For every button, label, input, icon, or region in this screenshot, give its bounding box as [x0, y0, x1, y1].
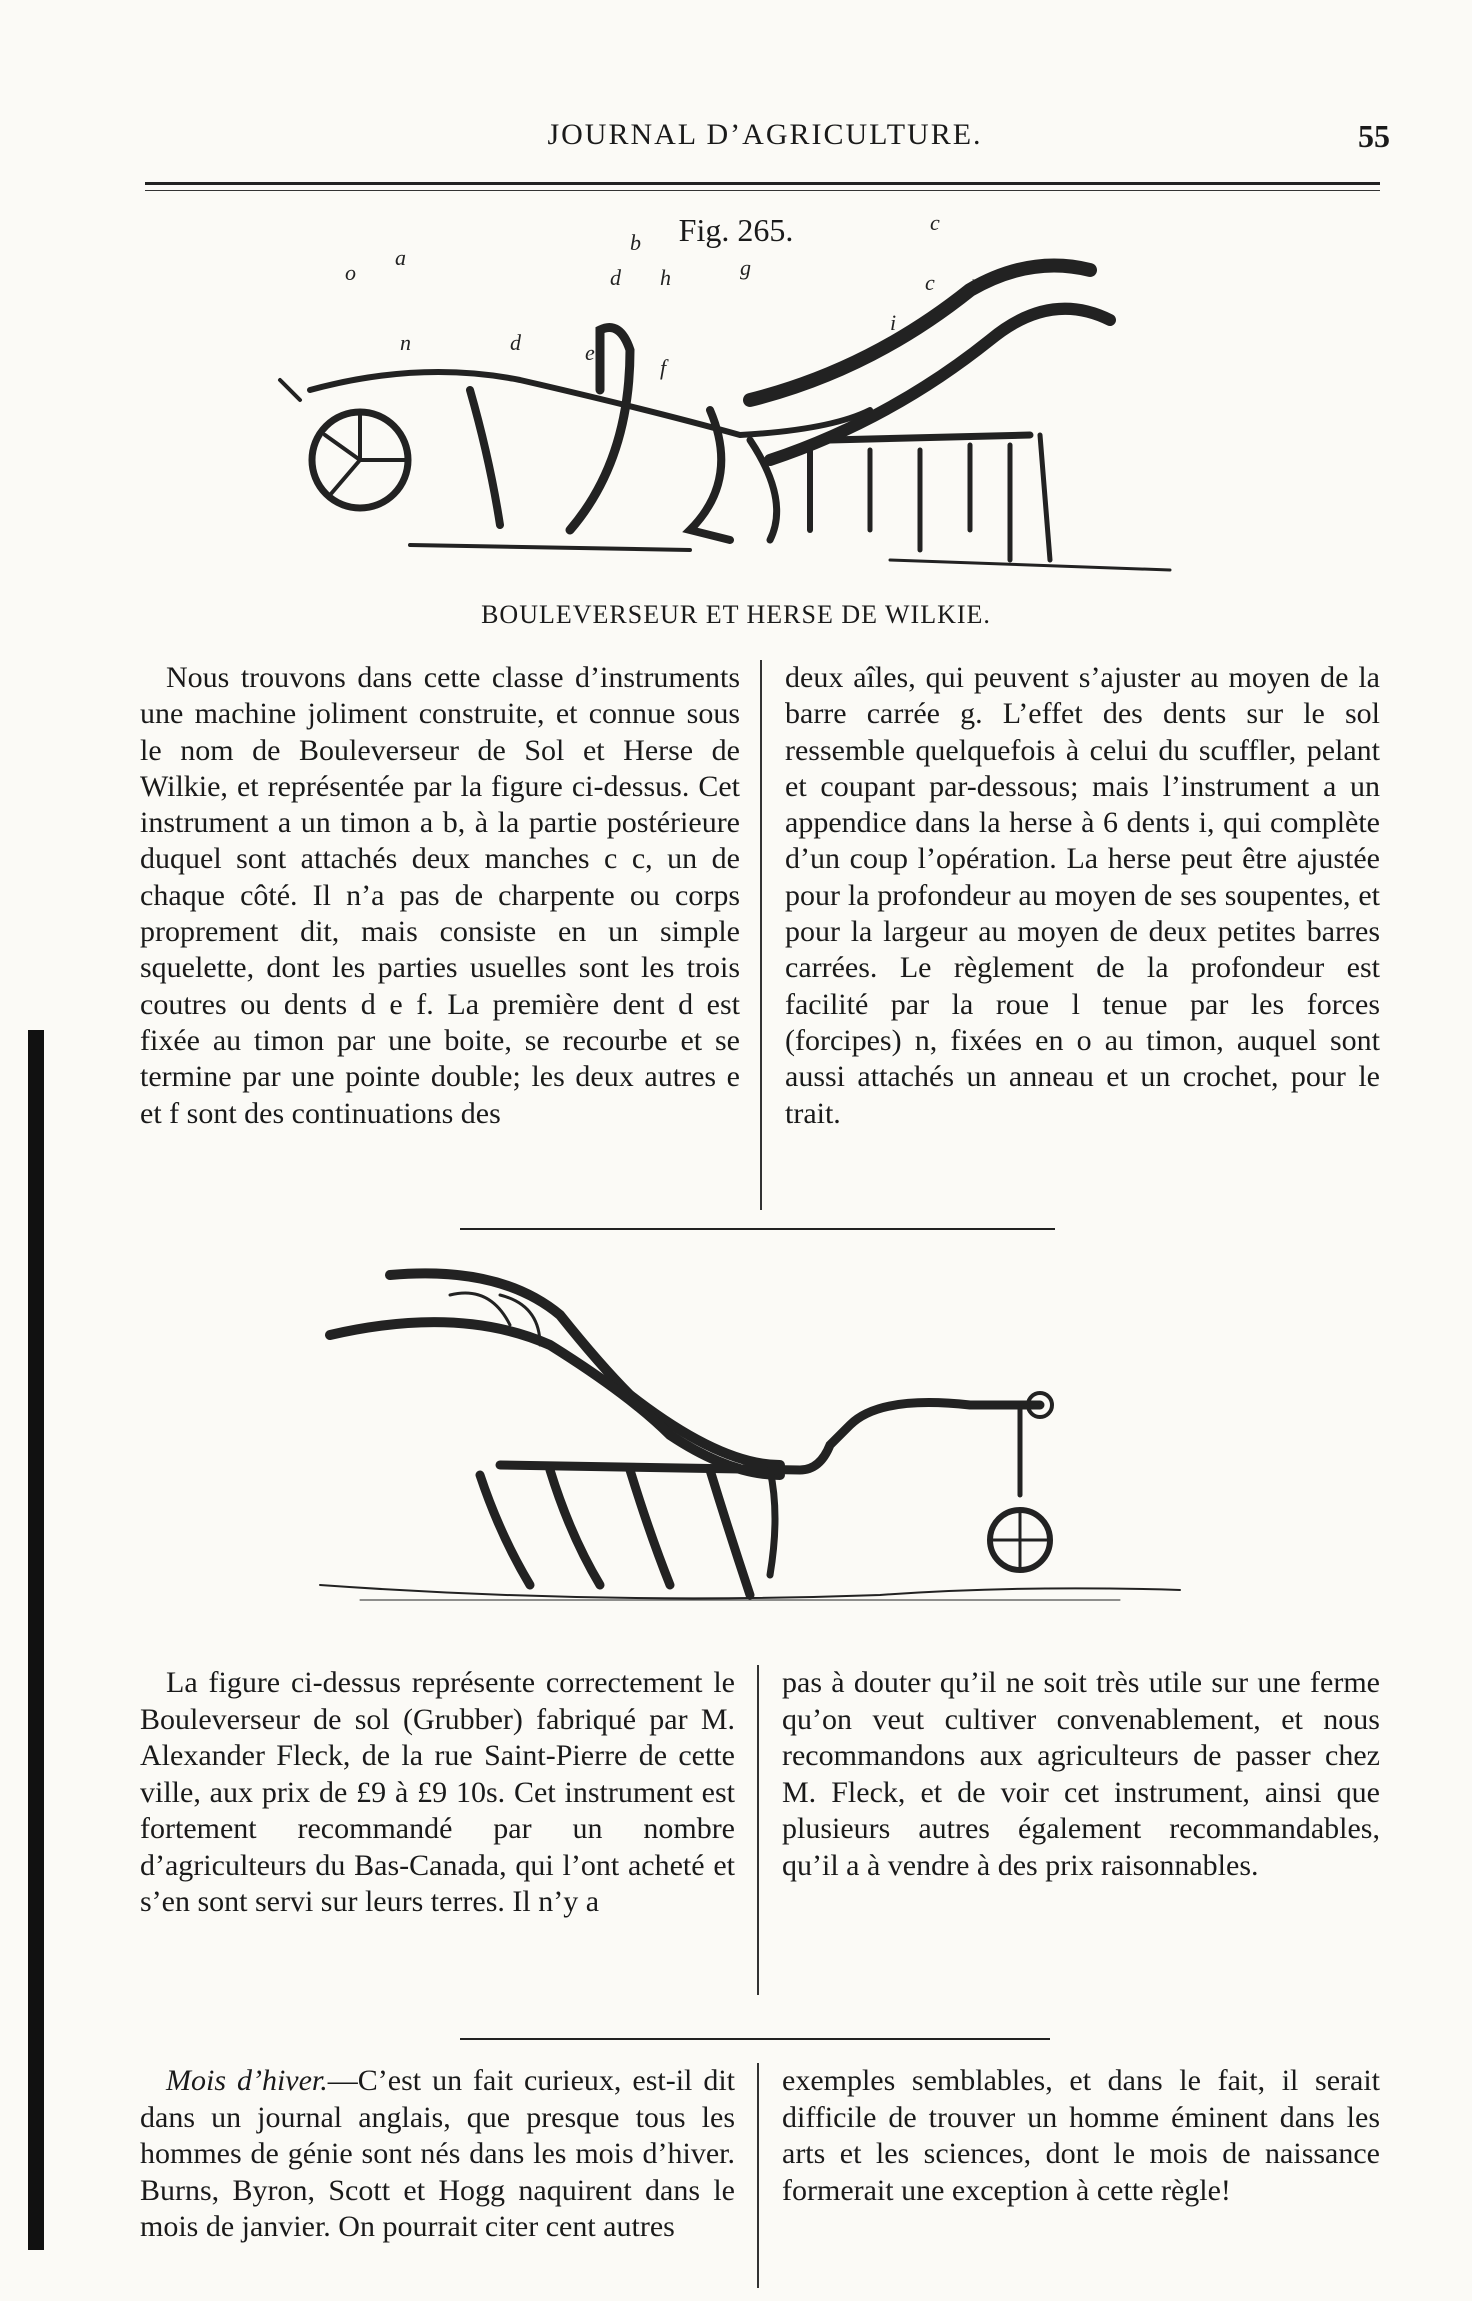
figure-letter-h: h	[660, 265, 671, 290]
section1-right-text: deux aîles, qui peuvent s’ajuster au moyen de la barre carrée g. L’effet des dents sur le sol ressemble quelquefois à celui du scuffler, pelant et coupant par-dessous; mais l’instrument a un appendice dans la herse à 6 dents i, qui complète d’un coup l’opération. La herse peut être ajustée pour la profondeur au moyen de ses soupentes, et pour la largeur au moyen de deux petites barres carrées. Le règlement de la profondeur est facilité par la roue l tenue par les forces (forcipes) n, fixées en o au timon, auquel sont aussi attachés un anneau et un crochet, pour le trait.	[785, 661, 1380, 1130]
figure-label: Fig. 265.	[678, 212, 794, 248]
column-divider	[757, 2063, 759, 2288]
page-number: 55	[1358, 118, 1390, 154]
section-heading: Mois d’hiver.	[166, 2064, 328, 2097]
figure-letter-a: a	[395, 245, 406, 270]
section2-right-text: pas à douter qu’il ne soit très utile sur une ferme qu’on veut cultiver convenablement, et nous recommandons aux agriculteurs de passer chez M. Fleck, et de voir cet instrument, ainsi que plusieurs autres également recommandables, qu’il a à vendre à des prix raisonnables.	[782, 1666, 1380, 1882]
figure-letter-o: o	[345, 260, 356, 285]
scan-edge-bar	[28, 1030, 44, 2250]
section3-right-text: exemples semblables, et dans le fait, il serait difficile de trouver un homme éminent dans les arts et les sciences, dont le mois de naissance formerait une exception à cette règle!	[782, 2064, 1380, 2207]
figure-letter-d: d	[510, 330, 521, 355]
section2-right-column	[782, 1665, 1380, 1884]
figure-letter-c: c	[930, 210, 940, 235]
section3-left-paragraph	[140, 2063, 735, 2246]
section1-left-text: Nous trouvons dans cette classe d’instruments une machine joliment construite, et connue sous le nom de Bouleverseur de Sol et Herse de Wilkie, et représentée par la figure ci-dessus. Cet instrument a un timon a b, à la partie postérieure duquel sont attachés deux manches c c, un de chaque côté. Il n’a pas de charpente ou corps proprement dit, mais consiste en un simple squelette, dont les parties usuelles sont les trois coutres ou dents d e f. La première dent d est fixée au timon par une boite, se recourbe et se termine par une pointe double; les deux autres e et f sont des continuations des	[140, 661, 740, 1130]
figure-letter-l: l	[970, 275, 977, 300]
header-rule-thin	[145, 190, 1380, 191]
section1-left-column	[140, 660, 740, 1132]
figure-letter-e: e	[585, 340, 595, 365]
section2-left-column	[140, 1665, 735, 1921]
column-divider	[760, 660, 762, 1210]
section-separator	[460, 1228, 1055, 1230]
section3-left-column	[140, 2063, 735, 2246]
figure-letter-f: f	[660, 355, 667, 380]
header-rule	[145, 182, 1380, 185]
section1-right-column	[785, 660, 1380, 1132]
fleck-grubber-illustration	[300, 1255, 1200, 1615]
figure-caption: BOULEVERSEUR ET HERSE DE WILKIE.	[481, 600, 991, 629]
section-separator	[460, 2038, 1050, 2040]
column-divider	[757, 1665, 759, 1995]
section2-left-text: La figure ci-dessus représente correctement le Bouleverseur de sol (Grubber) fabriqué par M. Alexander Fleck, de la rue Saint-Pierre de cette ville, aux prix de £9 à £9 10s. Cet instrument est fortement recommandé par un nombre d’agriculteurs du Bas-Canada, qui l’ont acheté et s’en sont servi sur leurs terres. Il n’y a	[140, 1666, 735, 1918]
figure-letter-n: n	[400, 330, 411, 355]
section3-left-text: —C’est un fait curieux, est-il dit dans un journal anglais, que presque tous les hommes de génie sont nés dans les mois d’hiver. Burns, Byron, Scott et Hogg naquirent dans le mois de janvier. On pourrait citer cent autres	[140, 2064, 735, 2243]
page-header	[140, 118, 1390, 178]
journal-title: JOURNAL D’AGRICULTURE.	[547, 118, 983, 151]
section3-right-column	[782, 2063, 1380, 2209]
figure-letter-b: b	[630, 230, 641, 255]
figure-letter-c: c	[925, 270, 935, 295]
figure-letter-g: g	[740, 255, 751, 280]
figure-letter-d: d	[610, 265, 621, 290]
figure-letter-i: i	[890, 310, 897, 335]
